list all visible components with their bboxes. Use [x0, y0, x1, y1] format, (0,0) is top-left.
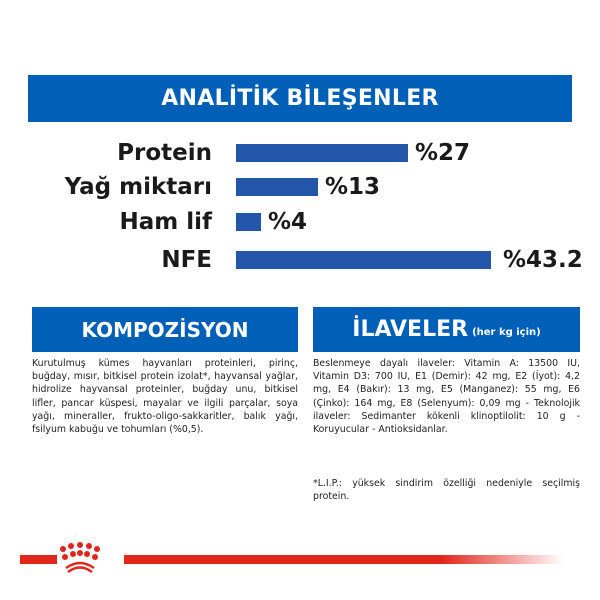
additives-title: İLAVELER — [352, 317, 469, 342]
royal-canin-crown-icon — [54, 542, 106, 574]
composition-text: Kurutulmuş kümes hayvanları proteinleri, pirinç, buğday, mısır, bitkisel protein izolat*, hayvansal yağlar, hidrolize hayvansal proteinler, buğday unu, bitkisel lifler, pancar küspesi, mayalar ve ilgili parçalar, soya yağı, mineraller, frukto-oligo-sakkaritler, balık yağı, fsilyum kabuğu ve tohumları (%0,5). — [32, 358, 298, 436]
bar-value: %13 — [325, 174, 381, 200]
bar-value: %43.2 — [503, 247, 583, 273]
bar-label: Yağ miktarı — [64, 174, 212, 200]
footnote-text: *L.I.P.: yüksek sindirim özelliği nedeniyle seçilmiş protein. — [313, 478, 580, 503]
chart-row-fat — [0, 172, 600, 202]
composition-banner — [32, 307, 298, 352]
bar-label: NFE — [161, 247, 212, 273]
divider-right-segment — [124, 555, 564, 564]
bar-label: Protein — [117, 140, 212, 166]
bar-value: %27 — [415, 140, 471, 166]
additives-text: Beslenmeye dayalı ilaveler: Vitamin A: 13500 IU, Vitamin D3: 700 IU, E1 (Demir): 42 mg, E2 (İyot): 4,2 mg, E4 (Bakır): 13 mg, E5 (Manganez): 55 mg, E6 (Çinko): 164 mg, E8 (Selenyum): 0,09 mg - Teknolojik ilaveler: Sedimanter kökenli klinoptilolit: 10 g - Koruyucular - Antioksidanlar. — [313, 358, 580, 436]
chart-row-fiber — [0, 207, 600, 237]
composition-title: KOMPOZİSYON — [81, 317, 249, 342]
divider-left-segment — [20, 555, 57, 564]
analytic-constituents-banner — [28, 75, 572, 122]
bar — [236, 251, 491, 269]
chart-row-nfe — [0, 245, 600, 275]
additives-subtitle: (her kg için) — [472, 327, 541, 338]
bar — [236, 144, 408, 162]
analytic-title: ANALİTİK BİLEŞENLER — [161, 86, 439, 111]
bar-label: Ham lif — [119, 209, 212, 235]
bar-value: %4 — [268, 209, 308, 235]
bar — [236, 213, 261, 231]
bar — [236, 178, 318, 196]
additives-banner — [313, 307, 580, 352]
chart-row-protein — [0, 138, 600, 168]
